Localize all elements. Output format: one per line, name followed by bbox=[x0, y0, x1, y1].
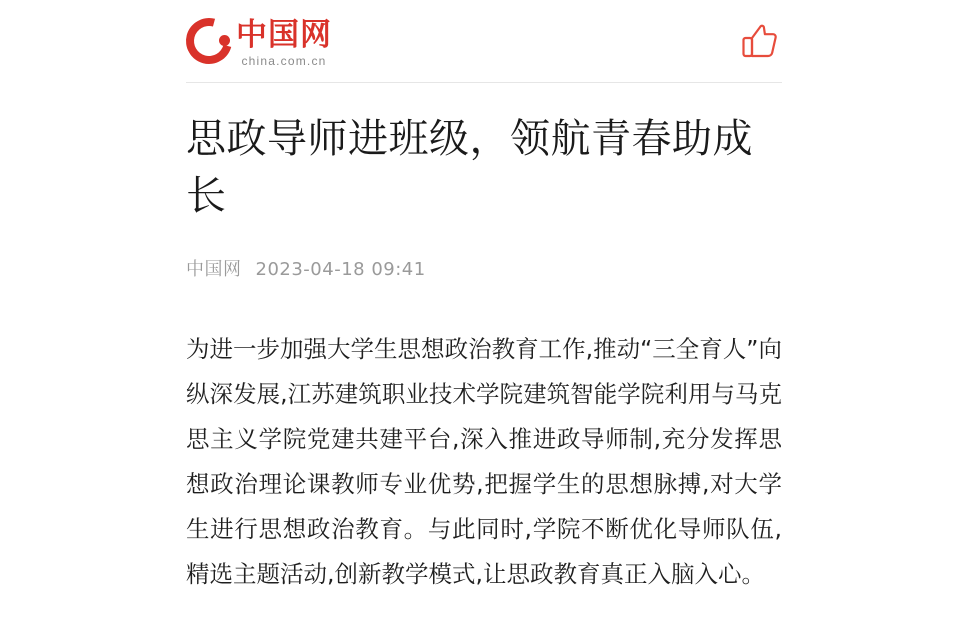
site-header bbox=[186, 0, 782, 83]
article bbox=[186, 83, 782, 597]
thumbs-up-icon bbox=[740, 21, 780, 61]
brand-name: 中国网 bbox=[236, 17, 332, 53]
china-net-logo-icon bbox=[186, 18, 232, 64]
article-timestamp: 2023-04-18 09:41 bbox=[255, 259, 426, 280]
article-source: 中国网 bbox=[186, 259, 242, 280]
brand-domain: china.com.cn bbox=[241, 54, 327, 68]
article-body bbox=[186, 327, 782, 597]
site-logo[interactable] bbox=[186, 14, 332, 68]
brand-text bbox=[236, 18, 332, 68]
like-button[interactable] bbox=[738, 19, 782, 63]
article-meta bbox=[186, 255, 782, 281]
page-title: 思政导师进班级，领航青春助成长 bbox=[186, 116, 753, 219]
article-paragraph: 为进一步加强大学生思想政治教育工作,推动“三全育人”向纵深发展,江苏建筑职业技术学院建筑智能学院利用与马克思主义学院党建共建平台,深入推进政导师制,充分发挥思想政治理论课教师专业优势,把握学生的思想脉搏,对大学生进行思想政治教育。与此同时,学院不断优化导师队伍,精选主题活动,创新教学模式,让思政教育真正入脑入心。 bbox=[186, 335, 782, 588]
